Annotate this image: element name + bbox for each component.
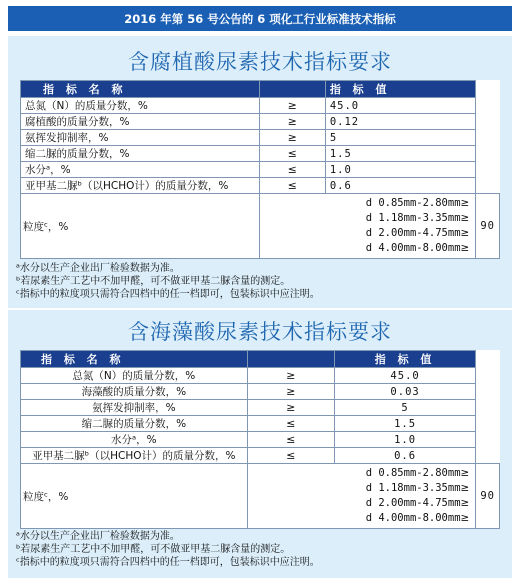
- seaweed-row-value: 0.6: [334, 448, 476, 464]
- seaweed-row-comparator: ≥: [247, 368, 334, 384]
- humic-table-row: [21, 114, 500, 130]
- page-header: [8, 6, 512, 31]
- seaweed-col-sym-header: [247, 351, 334, 368]
- seaweed-granule-range-text: d 4.00mm-8.00mm: [365, 512, 461, 524]
- seaweed-row-comparator: ≥: [247, 400, 334, 416]
- seaweed-col-value-header: 指 标 值: [334, 351, 476, 368]
- seaweed-granule-range-text: d 2.00mm-4.75mm: [365, 497, 461, 509]
- seaweed-table-row: [21, 448, 500, 464]
- seaweed-col-item-header: 指 标 名 称: [21, 351, 248, 368]
- seaweed-granule-range-comparator: ≥: [460, 482, 470, 494]
- humic-granule-row: [21, 194, 500, 259]
- humic-granule-range: [264, 196, 476, 211]
- humic-urea-panel: [8, 36, 512, 308]
- humic-col-value-header: 指 标 值: [325, 81, 476, 98]
- seaweed-row-comparator: ≤: [247, 448, 334, 464]
- humic-row-value: 1.5: [325, 146, 476, 162]
- humic-row-name: 缩二脲的质量分数，%: [21, 146, 260, 162]
- seaweed-note-c: ᶜ指标中的粒度项只需符合四档中的任一档即可，包装标识中应注明。: [16, 557, 320, 568]
- seaweed-granule-label: 粒度ᶜ，%: [21, 464, 248, 529]
- seaweed-row-name: 水分ᵃ，%: [21, 432, 248, 448]
- seaweed-granule-value: 90: [476, 464, 500, 529]
- humic-granule-value: 90: [476, 194, 500, 259]
- seaweed-row-name: 亚甲基二脲ᵇ（以HCHO计）的质量分数，%: [21, 448, 248, 464]
- humic-row-comparator: ≥: [259, 98, 325, 114]
- humic-row-comparator: ≥: [259, 130, 325, 146]
- humic-row-name: 氨挥发抑制率，%: [21, 130, 260, 146]
- seaweed-granule-range: [252, 466, 476, 481]
- humic-granule-range: [264, 241, 476, 256]
- seaweed-granule-range: [252, 496, 476, 511]
- humic-granule-range-comparator: ≥: [460, 227, 470, 239]
- seaweed-urea-panel: [8, 310, 512, 578]
- humic-header-row: [21, 81, 500, 98]
- humic-row-value: 0.12: [325, 114, 476, 130]
- seaweed-header-row: [21, 351, 500, 368]
- seaweed-note-a: ᵃ水分以生产企业出厂检验数据为准。: [16, 531, 180, 542]
- seaweed-granule-ranges: [247, 464, 476, 529]
- seaweed-granule-range: [252, 481, 476, 496]
- seaweed-row-value: 1.5: [334, 416, 476, 432]
- humic-row-comparator: ≤: [259, 146, 325, 162]
- humic-note-a: ᵃ水分以生产企业出厂检验数据为准。: [16, 263, 180, 274]
- humic-table-row: [21, 146, 500, 162]
- humic-table-row: [21, 98, 500, 114]
- humic-granule-range-text: d 0.85mm-2.80mm: [365, 197, 461, 209]
- humic-granule-range-comparator: ≥: [460, 197, 470, 209]
- seaweed-table-row: [21, 416, 500, 432]
- seaweed-urea-title: 含海藻酸尿素技术指标要求: [128, 320, 392, 344]
- seaweed-row-value: 45.0: [334, 368, 476, 384]
- humic-row-name: 总氮（N）的质量分数，%: [21, 98, 260, 114]
- humic-urea-notes: [16, 262, 320, 301]
- seaweed-granule-range-text: d 0.85mm-2.80mm: [365, 467, 461, 479]
- humic-col-item-header: 指 标 名 称: [21, 81, 260, 98]
- humic-urea-title: 含腐植酸尿素技术指标要求: [128, 50, 392, 74]
- seaweed-row-name: 氨挥发抑制率，%: [21, 400, 248, 416]
- humic-note-b: ᵇ若尿素生产工艺中不加甲醛，可不做亚甲基二脲含量的测定。: [16, 276, 291, 287]
- humic-granule-range-text: d 2.00mm-4.75mm: [365, 227, 461, 239]
- page-title: 2016 年第 56 号公告的 6 项化工行业标准技术指标: [124, 11, 396, 26]
- humic-note-c: ᶜ指标中的粒度项只需符合四档中的任一档即可，包装标识中应注明。: [16, 289, 320, 300]
- seaweed-granule-range: [252, 511, 476, 526]
- humic-row-value: 5: [325, 130, 476, 146]
- seaweed-urea-table: [20, 350, 500, 529]
- seaweed-granule-row: [21, 464, 500, 529]
- seaweed-table-row: [21, 432, 500, 448]
- seaweed-granule-range-comparator: ≥: [460, 512, 470, 524]
- seaweed-row-name: 海藻酸的质量分数，%: [21, 384, 248, 400]
- humic-table-row: [21, 178, 500, 194]
- humic-table-row: [21, 162, 500, 178]
- humic-row-name: 亚甲基二脲ᵇ（以HCHO计）的质量分数，%: [21, 178, 260, 194]
- seaweed-table-row: [21, 400, 500, 416]
- humic-row-value: 45.0: [325, 98, 476, 114]
- humic-row-comparator: ≤: [259, 178, 325, 194]
- seaweed-row-comparator: ≥: [247, 384, 334, 400]
- humic-granule-range: [264, 211, 476, 226]
- humic-granule-range-comparator: ≥: [460, 242, 470, 254]
- seaweed-urea-notes: [16, 530, 320, 569]
- humic-granule-range: [264, 226, 476, 241]
- humic-granule-range-text: d 1.18mm-3.35mm: [365, 212, 461, 224]
- seaweed-granule-range-comparator: ≥: [460, 467, 470, 479]
- seaweed-note-b: ᵇ若尿素生产工艺中不加甲醛，可不做亚甲基二脲含量的测定。: [16, 544, 291, 555]
- humic-row-value: 1.0: [325, 162, 476, 178]
- humic-row-comparator: ≥: [259, 114, 325, 130]
- humic-granule-range-text: d 4.00mm-8.00mm: [365, 242, 461, 254]
- humic-row-name: 腐植酸的质量分数，%: [21, 114, 260, 130]
- seaweed-row-name: 总氮（N）的质量分数，%: [21, 368, 248, 384]
- humic-row-name: 水分ᵃ，%: [21, 162, 260, 178]
- seaweed-table-row: [21, 384, 500, 400]
- humic-col-sym-header: [259, 81, 325, 98]
- humic-urea-table: [20, 80, 500, 259]
- seaweed-row-value: 5: [334, 400, 476, 416]
- seaweed-row-value: 1.0: [334, 432, 476, 448]
- seaweed-table-row: [21, 368, 500, 384]
- humic-row-value: 0.6: [325, 178, 476, 194]
- seaweed-granule-range-text: d 1.18mm-3.35mm: [365, 482, 461, 494]
- seaweed-row-comparator: ≤: [247, 432, 334, 448]
- seaweed-granule-range-comparator: ≥: [460, 497, 470, 509]
- humic-granule-ranges: [259, 194, 476, 259]
- humic-granule-label: 粒度ᶜ，%: [21, 194, 260, 259]
- seaweed-row-value: 0.03: [334, 384, 476, 400]
- seaweed-row-comparator: ≤: [247, 416, 334, 432]
- humic-granule-range-comparator: ≥: [460, 212, 470, 224]
- humic-row-comparator: ≤: [259, 162, 325, 178]
- humic-table-row: [21, 130, 500, 146]
- seaweed-row-name: 缩二脲的质量分数，%: [21, 416, 248, 432]
